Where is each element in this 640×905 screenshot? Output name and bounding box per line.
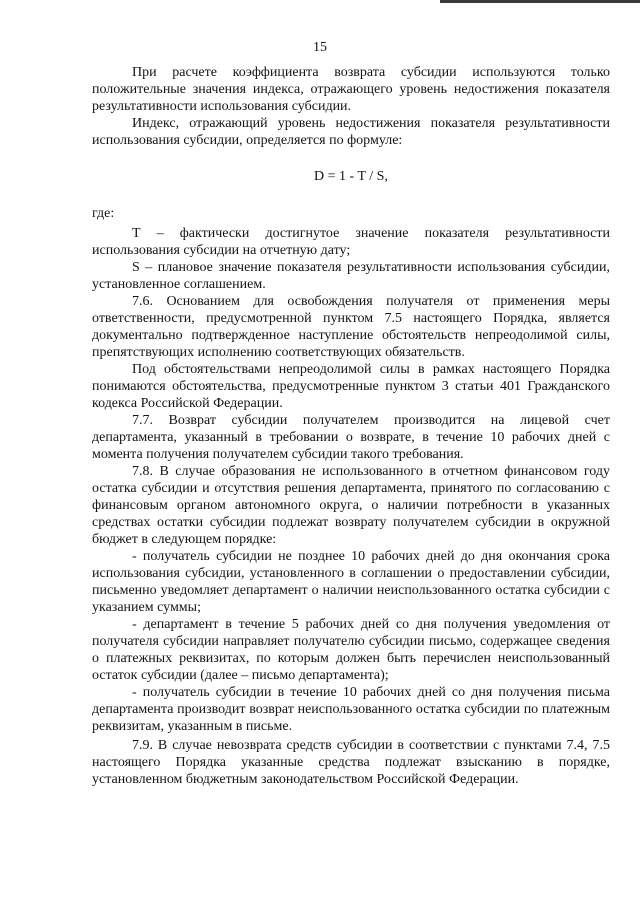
paragraph-7-9: 7.9. В случае невозврата средств субсидии в соответствии с пунктами 7.4, 7.5 настоящего Порядка указанные средства подлежат взысканию в порядке, установленном бюджетным законодательством Российской Федерации.	[92, 738, 610, 787]
list-item-notify: - получатель субсидии не позднее 10 рабочих дней до дня окончания срока использования субсидии, установленного в соглашении о предоставлении субсидии, письменно уведомляет департамент о наличии неиспользованного остатка субсидии с указанием суммы;	[92, 549, 610, 615]
formula-where-label: где:	[92, 206, 115, 221]
paragraph-7-6-force-majeure: Под обстоятельствами непреодолимой силы в рамках настоящего Порядка понимаются обстоятельства, предусмотренные пунктом 3 статьи 401 Гражданского кодекса Российской Федерации.	[92, 362, 610, 411]
paragraph-7-6: 7.6. Основанием для освобождения получателя от применения меры ответственности, предусмотренной пунктом 7.5 настоящего Порядка, является документально подтвержденное наступление обстоятельств непреодолимой силы, препятствующих исполнению соответствующих обязательств.	[92, 294, 610, 360]
definition-s: S – плановое значение показателя результативности использования субсидии, установленное соглашением.	[92, 260, 610, 292]
definition-t: Т – фактически достигнутое значение показателя результативности использования субсидии на отчетную дату;	[92, 226, 610, 258]
scan-edge-mark	[440, 0, 640, 3]
paragraph-7-7: 7.7. Возврат субсидии получателем производится на лицевой счет департамента, указанный в требовании о возврате, в течение 10 рабочих дней с момента получения получателем субсидии такого требования.	[92, 413, 610, 462]
list-item-return: - получатель субсидии в течение 10 рабочих дней со дня получения письма департамента производит возврат неиспользованного остатка субсидии по платежным реквизитам, указанным в письме.	[92, 685, 610, 734]
paragraph-coefficient-note: При расчете коэффициента возврата субсидии используются только положительные значения индекса, отражающего уровень недостижения показателя результативности использования субсидии.	[92, 65, 610, 114]
document-body	[92, 64, 610, 788]
paragraph-index-definition: Индекс, отражающий уровень недостижения показателя результативности использования субсидии, определяется по формуле:	[92, 116, 610, 148]
formula: D = 1 - T / S,	[314, 169, 388, 184]
paragraph-7-8: 7.8. В случае образования не использованного в отчетном финансовом году остатка субсидии и отсутствия решения департамента, принятого по согласованию с финансовым органом автономного округа, о наличии потребности в указанных средствах остатки субсидии подлежат возврату получателем субсидии в окружной бюджет в следующем порядке:	[92, 464, 610, 547]
page-number: 15	[313, 40, 327, 55]
list-item-letter: - департамент в течение 5 рабочих дней со дня получения уведомления от получателя субсидии направляет получателю субсидии письмо, содержащее сведения о платежных реквизитах, по которым должен быть перечислен неиспользованный остаток субсидии (далее – письмо департамента);	[92, 617, 610, 683]
